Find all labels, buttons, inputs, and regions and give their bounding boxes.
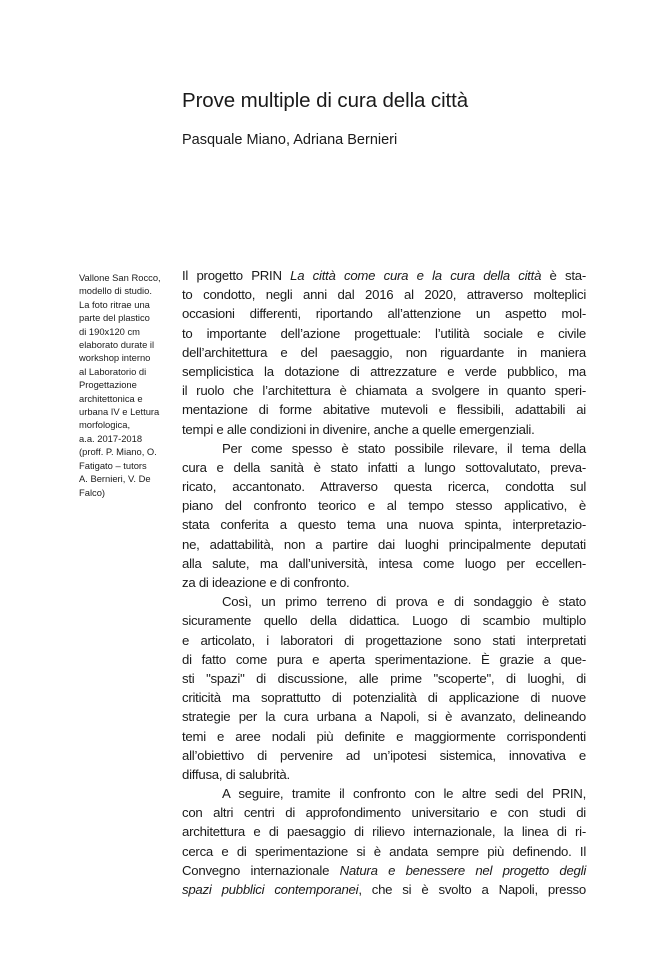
text-line: cura e della sanità è stato infatti a lungo sottovalutato, preva- xyxy=(182,459,586,475)
italic-title: Natura e benessere nel progetto degli xyxy=(339,862,586,878)
caption-line: parte del plastico xyxy=(79,312,150,324)
article-title: Prove multiple di cura della città xyxy=(182,89,469,112)
paragraph-2 xyxy=(182,439,586,593)
text-line: di fatto come pura e aperta sperimentazione. È grazie a que- xyxy=(182,651,586,667)
text-line: stata conferita a questo tema una nuova spinta, interpretazio- xyxy=(182,517,586,533)
caption-line: morfologica, xyxy=(79,419,131,431)
paragraph-3 xyxy=(182,592,586,784)
text-line: alla salute, ma dall’università, intesa come luogo per eccellen- xyxy=(182,555,586,571)
text-line: Per come spesso è stato possibile rilevare, il tema della xyxy=(222,440,586,456)
text-line: architettura e di paesaggio di rilievo internazionale, la linea di ri- xyxy=(182,824,586,840)
caption-line: Falco) xyxy=(79,486,106,498)
text-run: , che si è svolto a Napoli, presso xyxy=(358,882,586,897)
text-line: il ruolo che l’architettura è chiamata a svolgere in quanto speri- xyxy=(182,383,586,399)
text-line: strategie per la cura urbana a Napoli, si è avanzato, delineando xyxy=(182,709,586,725)
text-line: diffusa, di salubrità. xyxy=(182,766,290,782)
text-line: mentazione di forme abitative mutevoli e flessibili, adattabili ai xyxy=(182,402,586,418)
article-authors: Pasquale Miano, Adriana Bernieri xyxy=(182,132,398,148)
caption-line: A. Bernieri, V. De xyxy=(79,473,151,485)
text-line: con altri centri di approfondimento universitario e con studi di xyxy=(182,805,586,821)
text-line: A seguire, tramite il confronto con le altre sedi del PRIN, xyxy=(222,786,586,802)
text-run: Convegno internazionale xyxy=(182,862,340,878)
caption-line: elaborato durate il xyxy=(79,339,155,351)
text-line: semplicistica la dotazione di attrezzature e verde pubblico, ma xyxy=(182,363,586,379)
body-text xyxy=(182,266,586,899)
caption-line: a.a. 2017-2018 xyxy=(79,432,143,444)
text-line xyxy=(182,861,586,880)
text-line: Così, un primo terreno di prova e di sondaggio è stato xyxy=(222,594,586,610)
caption-line: al Laboratorio di xyxy=(79,365,147,377)
text-line: sicuramente quello della didattica. Luogo di scambio multiplo xyxy=(182,613,586,629)
text-line: to condotto, negli anni dal 2016 al 2020, attraverso molteplici xyxy=(182,287,586,303)
text-line: criticità ma soprattutto di potenzialità di applicazione di nuove xyxy=(182,690,586,706)
text-line: dell’architettura e del paesaggio, non riguardante in maniera xyxy=(182,344,586,360)
text-line: piano del confronto teorico e al tempo stesso applicativo, è xyxy=(182,498,586,514)
caption-line: Vallone San Rocco, xyxy=(79,272,161,283)
caption-line: Progettazione xyxy=(79,379,137,391)
italic-title: La città come cura e la cura della città xyxy=(290,268,542,283)
paragraph-4 xyxy=(182,784,586,899)
text-line: temi e aree nodali più definite e maggiormente corrispondenti xyxy=(182,728,586,744)
text-line: ne, adattabilità, non a partire dai luoghi principalmente deputati xyxy=(182,536,586,552)
caption-line: di 190x120 cm xyxy=(79,325,140,337)
text-run: è sta- xyxy=(541,268,587,283)
text-line: sti "spazi" di discussione, alle prime "scoperte", di luoghi, di xyxy=(182,670,586,686)
caption-line: architettonica e xyxy=(79,392,143,404)
caption-line: (proff. P. Miano, O. xyxy=(79,446,157,458)
text-line: cerca e di sperimentazione si è andata sempre più definendo. Il xyxy=(182,843,586,859)
text-line xyxy=(182,880,586,899)
caption-line: urbana IV e Lettura xyxy=(79,406,160,418)
text-line: e articolato, i laboratori di progettazione sono stati interpretati xyxy=(182,632,586,648)
text-line: occasioni differenti, riportando all’attenzione un aspetto mol- xyxy=(182,306,586,322)
figure-caption xyxy=(79,271,175,499)
text-line: ricato, accantonato. Attraverso questa ricerca, condotta sul xyxy=(182,479,586,495)
text-run: Il progetto PRIN xyxy=(182,268,291,283)
caption-line: modello di studio. xyxy=(79,285,152,297)
caption-line: La foto ritrae una xyxy=(79,298,150,310)
paragraph-1 xyxy=(182,266,586,439)
text-line: za di ideazione e di confronto. xyxy=(182,575,350,590)
text-line: tempi e alle condizioni in divenire, anche a quelle emergenziali. xyxy=(182,421,535,437)
italic-title: spazi pubblici contemporanei xyxy=(182,882,359,897)
caption-line: Fatigato – tutors xyxy=(79,459,147,471)
text-line: to importante dell’azione progettuale: l’utilità sociale e civile xyxy=(182,325,586,341)
text-line: all’obiettivo di pervenire ad un’ipotesi sistemica, innovativa e xyxy=(182,747,586,763)
text-line xyxy=(182,266,586,285)
caption-line: workshop interno xyxy=(79,352,151,364)
